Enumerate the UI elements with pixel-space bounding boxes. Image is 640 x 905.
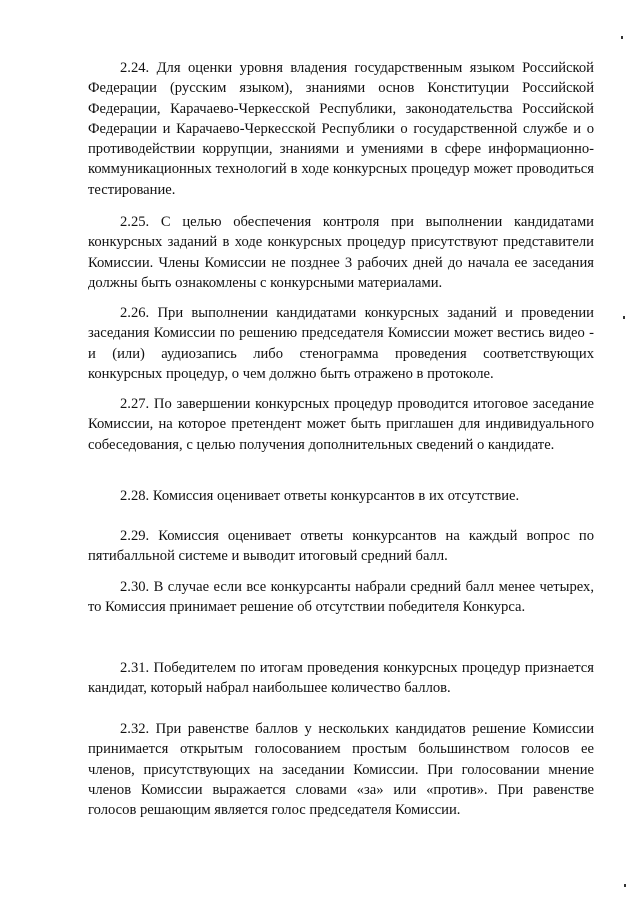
paragraph-2-30: 2.30. В случае если все конкурсанты набрали средний балл менее четырех, то Комиссия принимает решение об отсутствии победителя Конкурса.: [88, 579, 594, 616]
scan-speck: [623, 316, 625, 319]
scan-speck: [621, 36, 623, 39]
paragraph-2-29: 2.29. Комиссия оценивает ответы конкурсантов на каждый вопрос по пятибалльной системе и выводит итоговый средний балл.: [88, 528, 594, 565]
paragraph-2-32: 2.32. При равенстве баллов у нескольких кандидатов решение Комиссии принимается открытым голосованием простым большинством голосов ее членов, присутствующих на заседании Комиссии. При голосовании мнение членов Комиссии выражается словами «за» или «против». При равенстве голосов решающим является голос председателя Комиссии.: [88, 721, 594, 819]
paragraph-2-31: 2.31. Победителем по итогам проведения конкурсных процедур признается кандидат, который набрал наибольшее количество баллов.: [88, 660, 594, 697]
paragraph-2-27: 2.27. По завершении конкурсных процедур проводится итоговое заседание Комиссии, на которое претендент может быть приглашен для индивидуального собеседования, с целью получения дополнительных сведений о кандидате.: [88, 396, 594, 453]
paragraph-2-25: 2.25. С целью обеспечения контроля при выполнении кандидатами конкурсных заданий в ходе конкурсных процедур присутствуют представители Комиссии. Члены Комиссии не позднее 3 рабочих дней до начала ее заседания должны быть ознакомлены с конкурсными материалами.: [88, 214, 594, 291]
paragraph-2-26: 2.26. При выполнении кандидатами конкурсных заданий и проведении заседания Комиссии по решению председателя Комиссии может вестись видео - и (или) аудиозапись либо стенограмма проведения соответствующих конкурсных процедур, о чем должно быть отражено в протоколе.: [88, 305, 594, 382]
paragraph-2-24: 2.24. Для оценки уровня владения государственным языком Российской Федерации (русским языком), знаниями основ Конституции Российской Федерации, Карачаево-Черкесской Республики, законодательства Российской Федерации и Карачаево-Черкесской Республики о государственной службе и о противодействии коррупции, знаниями и умениями в сфере информационно-коммуникационных технологий в ходе конкурсных процедур может проводиться тестирование.: [88, 60, 594, 198]
scan-speck: [624, 884, 626, 887]
paragraph-2-28: 2.28. Комиссия оценивает ответы конкурсантов в их отсутствие.: [120, 488, 520, 504]
